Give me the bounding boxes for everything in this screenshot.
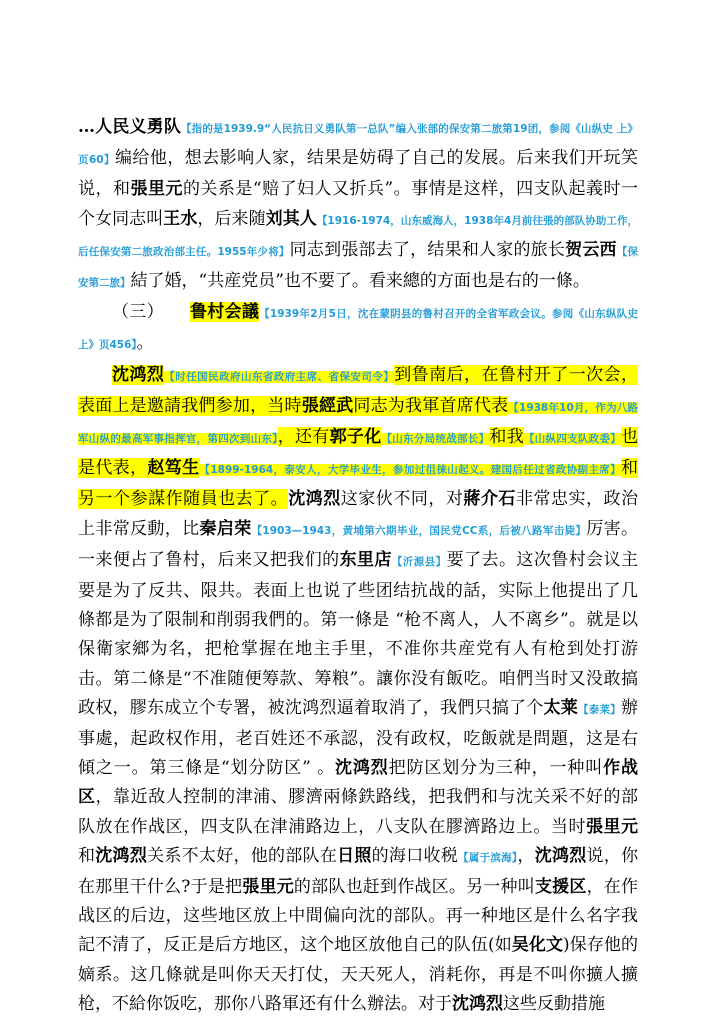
bold-name: 吴化文 [511,935,564,956]
bold-name: …人民义勇队 [78,117,181,137]
bold-name: 刘其人 [265,208,317,229]
bold-name: 張里元 [242,877,294,898]
annotation-note: 【山纵四支队政委】 [523,433,622,446]
bold-name: 作战区 [78,758,639,808]
text-run: 和 [78,845,96,866]
text-run: （三） [112,302,190,323]
text-run: 的关系是“赔了妇人又折兵”。事情是这样，四支队起義时一个女同志叫 [78,179,639,229]
text-run: 编给他，想去影响人家，结果是妨碍了自己的发展。后来我们开玩笑说，和 [78,148,638,200]
text-run: 把防区划分为三种，一种叫 [388,758,604,779]
paragraph-shen-honglie [78,361,638,1019]
text-run: ， [517,845,535,866]
bold-name: 張里元 [130,179,183,200]
text-run: 厉害。一来便占了鲁村，后来又把我们的 [78,518,639,570]
text-run: 也是代表， [78,427,639,479]
annotation-note: 【泰莱】 [578,703,622,716]
text-run: )保存他的嫡系。这几條就是叫你天天打仗，天天死人，消耗你，再是不叫你擴人擴枪，不給你饭吃，那你八路軍还有什么辦法。对于 [78,935,638,1014]
annotation-note: 【1903—1943，黄埔第六期毕业，国民党CC系，后被八路军击毙】 [251,524,587,537]
annotation-note: 【指的是1939.9“人民抗日义勇队第一总队”编入张部的保安第二旅第19团，参阅《山纵史 上》页60】 [78,123,639,167]
text-run: 的海口收税 [371,845,459,866]
annotation-note: 【1899-1964，泰安人，大学毕业生，参加过徂徕山起义。建国后任过省政协副主席】 [199,464,621,477]
annotation-note: 【时任国民政府山东省政府主席、省保安司令】 [164,370,395,383]
bold-name: 秦启荣 [199,518,252,539]
paragraph-people-volunteer-team [78,113,638,298]
annotation-note: 【沂源县】 [391,555,447,568]
bold-name: 沈鸿烈 [95,845,148,866]
bold-name: 沈鸿烈 [288,489,341,510]
text-run: ，还有 [277,427,330,448]
text-run: 和另一个参謀作随員也去了。 [78,458,638,510]
bold-name: 蔣介石 [463,489,516,510]
bold-name: 日照 [337,845,372,866]
text-run: ，在作战区的后边，这些地区放上中間偏向沈的部队。再一种地区是什么名字我記不清了，反正是后方地区，这个地区放他自己的队伍(如 [78,877,639,956]
text-run: 的部队也赶到作战区。另一种叫 [293,877,535,898]
text-run: 結了婚，“共産党员”也不要了。看来總的方面也是右的一條。 [130,271,590,292]
annotation-note: 【1938年10月，作为八路军山纵的最高军事指挥官，第四次到山东】 [78,401,639,446]
bold-name: 贺云西 [565,239,617,260]
section-heading-lucun-meeting [78,298,638,360]
bold-name: 支援区 [534,877,587,898]
text-run: 这些反動措施 [503,993,605,1014]
text-run: 要了去。这次鲁村会议主要是为了反共、限共。表面上也说了些团结抗战的話，实际上他提出了几條都是为了限制和削弱我們的。第一條是 “枪不离人，人不离乡”。就是以保衛家鄉为名，把枪掌握在地主手里，不准你共産党有人有枪到处打游击。第二條是“不准随便筹款、筹粮”。讓你没有飯吃。咱們当时又没敢搞政权，膠东成立个专署，被沈鸿烈逼着取消了，我們只搞了个 [78,549,639,718]
text-run: 同志为我軍首席代表 [353,395,509,416]
annotation-note: 【山东分局统战部长】 [381,433,490,446]
text-run: 这家伙不同，对 [340,489,464,510]
text-run: 非常忠实，政治上非常反動，比 [78,489,639,539]
text-run: ，靠近敌人控制的津浦、膠濟兩條鉄路线，把我們和与沈关采不好的部队放在作战区，四支队在津浦路边上，八支队在膠濟路边上。当时 [78,787,639,837]
text-run: 和我 [489,427,524,448]
bold-name: 沈鸿烈 [112,364,165,385]
annotation-note: 【属于滨海】 [458,851,518,864]
text-run: ，后来随 [197,208,266,229]
text-run: 到鲁南后，在鲁村开了一次会，表面上是邀請我們参加，当時 [78,364,639,416]
bold-name: 鲁村会議 [189,302,260,323]
bold-name: 赵笃生 [147,458,200,479]
annotation-note: 【保安第二旅】 [78,245,638,290]
bold-name: 郭子化 [329,427,382,448]
bold-name: 沈鸿烈 [334,758,389,779]
bold-name: 張經武 [301,395,354,416]
bold-name: 張里元 [585,816,639,837]
text-run: 。 [136,333,154,354]
text-run: 说，你在那里干什么?于是把 [78,845,639,898]
bold-name: 沈鸿烈 [452,993,503,1014]
text-run: 同志到張部去了，结果和人家的旅长 [289,239,566,260]
annotation-note: 【1939年2月5日，沈在蒙阴县的鲁村召开的全省军政会议。参阅《山东纵队史 上》页456】 [78,308,639,352]
document-page [78,113,638,1019]
bold-name: 东里店 [339,549,392,570]
text-run: 辦事處，起政权作用，老百姓还不承認，没有政权，吃飯就是問題，这是右傾之一。第三條是“划分防区” 。 [78,697,639,779]
bold-name: 沈鸿烈 [534,845,587,866]
text-run: 关系不太好，他的部队在 [147,845,338,866]
annotation-note: 【1916-1974，山东威海人，1938年4月前往張的部队协助工作，后任保安第二旅政治部主任。1955年少将】 [78,214,639,258]
bold-name: 王水 [163,208,198,229]
bold-name: 太莱 [543,697,579,718]
